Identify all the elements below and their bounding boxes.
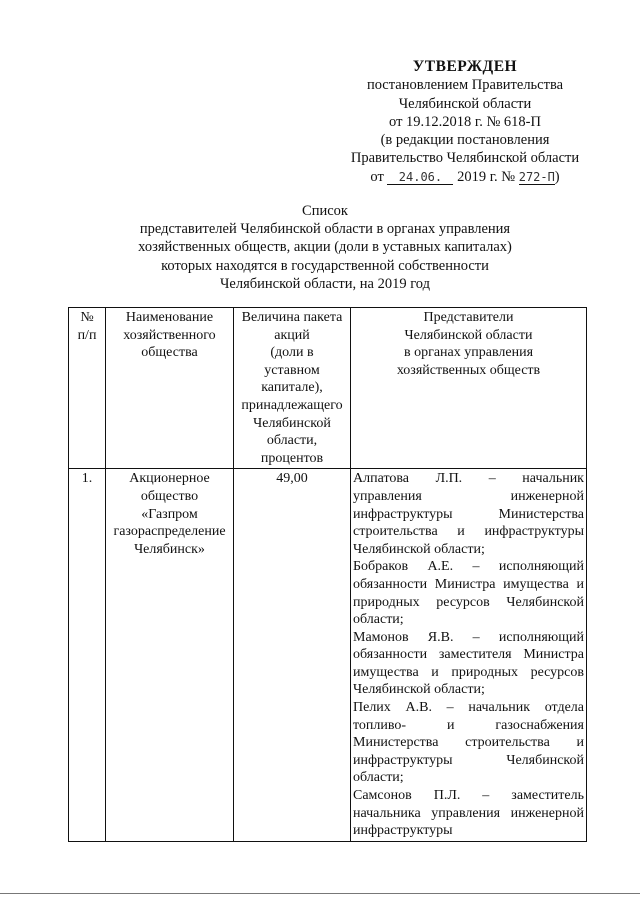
- list-title-line: хозяйственных обществ, акции (доли в уставных капиталах): [138, 239, 512, 256]
- list-title-line: представителей Челябинской области в органах управления: [139, 221, 511, 238]
- representative-entry: Бобраков А.Е. – исполняющий обязанности Министра имущества и природных ресурсов Челябинской области;: [353, 559, 584, 628]
- representatives-table: [68, 307, 587, 842]
- representative-entry: Самсонов П.Л. – заместитель начальника управления инженерной инфраструктуры: [353, 788, 584, 839]
- row-share: 49,00: [234, 469, 351, 841]
- approval-line: постановлением Правительства: [366, 77, 564, 94]
- date-year: 2019 г. №: [457, 168, 516, 185]
- list-title-line: Челябинской области, на 2019 год: [219, 275, 430, 292]
- handwritten-number: 272-П: [518, 169, 555, 184]
- handwritten-date: 24.06.: [387, 170, 453, 185]
- representative-entry: Алпатова Л.П. – начальник управления инженерной инфраструктуры Министерства строительства и инфраструктуры Челябинской области;: [353, 471, 584, 557]
- row-num: 1.: [69, 469, 106, 841]
- approval-line: Правительство Челябинской области: [350, 150, 580, 167]
- header-company-name: Наименование хозяйственного общества: [106, 308, 234, 469]
- table-row: [69, 469, 587, 841]
- approval-block: [340, 58, 590, 186]
- header-share: Величина пакета акций (доли в уставном капитале), принадлежащего Челябинской области, процентов: [234, 308, 351, 469]
- page-bottom-divider: [0, 893, 640, 894]
- table-header-row: [69, 308, 587, 469]
- representative-entry: Пелих А.В. – начальник отдела топливо- и газоснабжения Министерства строительства и инфраструктуры Челябинской области;: [353, 700, 584, 786]
- number-suffix: ): [554, 168, 560, 185]
- approval-line: Челябинской области: [398, 95, 532, 112]
- row-company-name: Акционерное общество «Газпром газораспределение Челябинск»: [106, 469, 234, 841]
- header-num: № п/п: [69, 308, 106, 469]
- header-representatives: Представители Челябинской области в органах управления хозяйственных обществ: [351, 308, 587, 469]
- list-title-line: Список: [302, 203, 348, 219]
- representative-entry: Мамонов Я.В. – исполняющий обязанности заместителя Министра имущества и природных ресурсов Челябинской области;: [353, 629, 584, 698]
- row-representatives: [351, 469, 587, 841]
- date-prefix: от: [370, 168, 384, 185]
- list-title-line: которых находятся в государственной собственности: [161, 257, 489, 274]
- approval-line: от 19.12.2018 г. № 618-П: [389, 113, 541, 130]
- list-title: [60, 202, 590, 293]
- approval-line: (в редакции постановления: [380, 132, 550, 149]
- amendment-date-line: [340, 168, 590, 186]
- approval-heading: УТВЕРЖДЕН: [412, 58, 518, 75]
